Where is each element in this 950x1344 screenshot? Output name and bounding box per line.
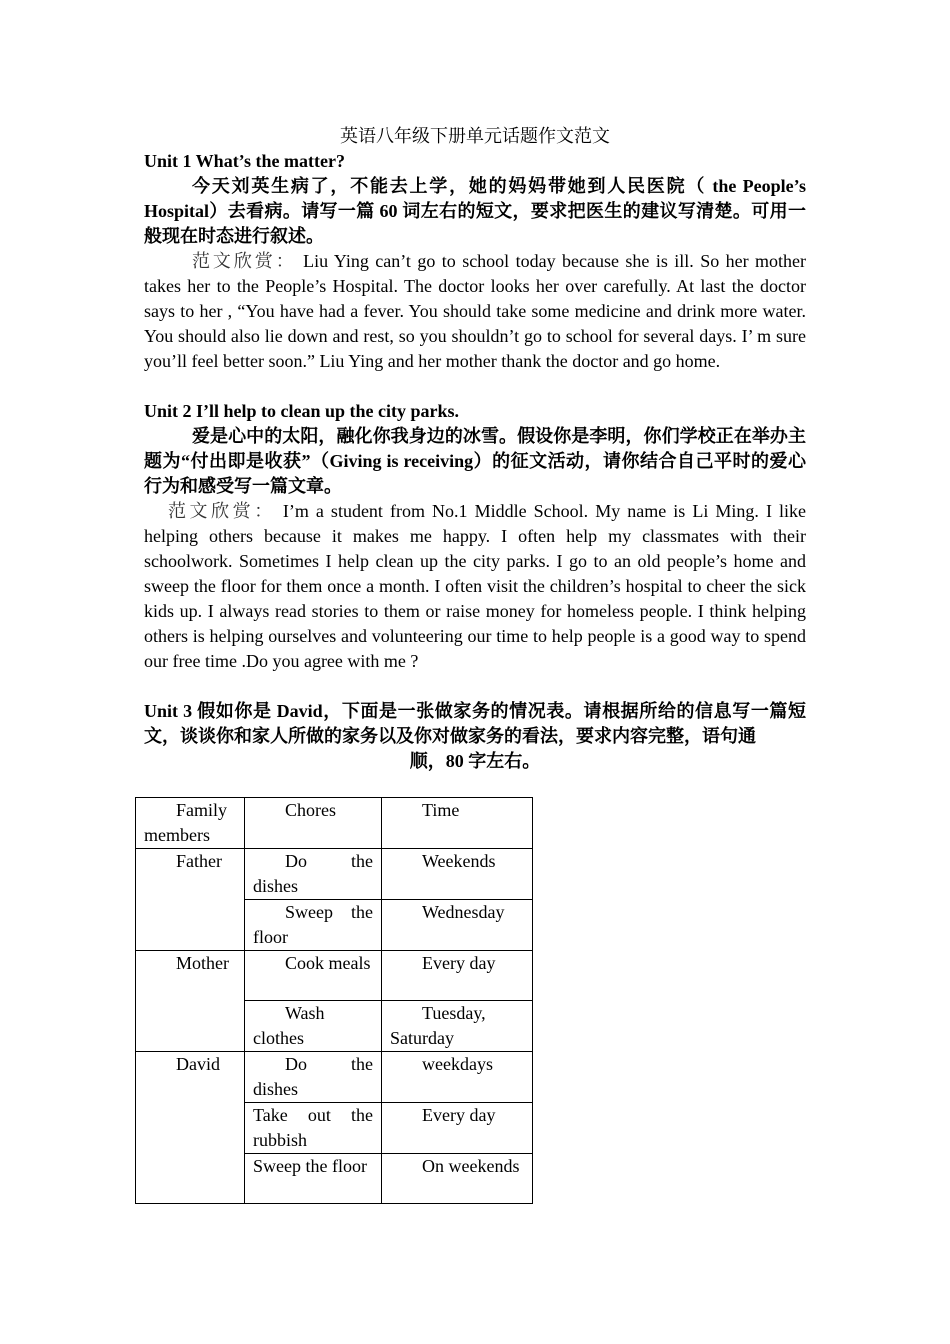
unit1-essay: Liu Ying can’t go to school today because she is ill. So her mother takes her to the People’s Hospital. The doctor looks her over carefully. At last the doctor says to her , “You have had a fever. You should take some medicine and drink more water. You should also lie down and rest, so you shouldn’t go to school for several days. I’ m sure you’ll feel better soon.” Liu Ying and her mother thank the doctor and go home.	[144, 251, 807, 371]
table-header-cell: Family members	[136, 798, 245, 849]
unit3-prompt-end: 顺，80 字左右。	[409, 751, 541, 771]
table-cell-member: Mother	[136, 951, 245, 1052]
table-header-cell: Chores	[245, 798, 382, 849]
table-cell-chore: Sweep the floor	[245, 900, 382, 951]
table-cell-member: Father	[136, 849, 245, 951]
unit3-prompt: Unit 3 假如你是 David，下面是一张做家务的情况表。请根据所给的信息写一篇短文，谈谈你和家人所做的家务以及你对做家务的看法，要求内容完整，语句通	[144, 701, 806, 746]
table-cell-time: weekdays	[382, 1052, 533, 1103]
unit2-heading: Unit 2 I’ll help to clean up the city parks.	[144, 401, 460, 421]
table-cell-chore: Do the dishes	[245, 849, 382, 900]
table-header-cell: Time	[382, 798, 533, 849]
unit1-essay-paragraph	[144, 249, 806, 374]
table-cell-time: On weekends	[382, 1154, 533, 1204]
table-cell-time: Wednesday	[382, 900, 533, 951]
table-row	[136, 951, 533, 1001]
table-cell-time: Every day	[382, 1103, 533, 1154]
table-row	[136, 1052, 533, 1103]
chores-table	[135, 797, 533, 1204]
page-title: 英语八年级下册单元话题作文范文	[340, 126, 610, 146]
unit1-heading: Unit 1 What’s the matter?	[144, 151, 345, 171]
unit2-essay-paragraph	[144, 499, 806, 674]
table-cell-chore: Do the dishes	[245, 1052, 382, 1103]
table-cell-chore: Wash clothes	[245, 1001, 382, 1052]
unit1-prompt: 今天刘英生病了，不能去上学，她的妈妈带她到人民医院（ the People’s Hospital）去看病。请写一篇 60 词左右的短文，要求把医生的建议写清楚。可用一般现在时态进行叙述。	[144, 176, 806, 246]
table-row	[136, 849, 533, 900]
table-cell-time: Weekends	[382, 849, 533, 900]
unit1-essay-label: 范文欣赏：	[192, 251, 297, 271]
table-header-row	[136, 798, 533, 849]
unit2-essay: I’m a student from No.1 Middle School. My name is Li Ming. I like helping others because it makes me happy. I often help my classmates with their schoolwork. Sometimes I help clean up the city parks. I go to an old people’s home and sweep the floor for them once a month. I often visit the children’s hospital to cheer the sick kids up. I always read stories to them or raise money for homeless people. I think helping others is helping ourselves and volunteering our time to help people is a good way to spend our free time .Do you agree with me ?	[144, 501, 807, 671]
table-cell-chore: Sweep the floor	[245, 1154, 382, 1204]
table-cell-chore: Cook meals	[245, 951, 382, 1001]
table-cell-time: Every day	[382, 951, 533, 1001]
unit2-prompt: 爱是心中的太阳，融化你我身边的冰雪。假设你是李明，你们学校正在举办主题为“付出即是收获”（Giving is receiving）的征文活动，请你结合自己平时的爱心行为和感受写一篇文章。	[144, 426, 806, 496]
unit2-essay-label: 范文欣赏：	[168, 501, 276, 521]
table-cell-time: Tuesday, Saturday	[382, 1001, 533, 1052]
table-cell-member: David	[136, 1052, 245, 1204]
table-cell-chore: Take out the rubbish	[245, 1103, 382, 1154]
document-page	[144, 124, 806, 774]
